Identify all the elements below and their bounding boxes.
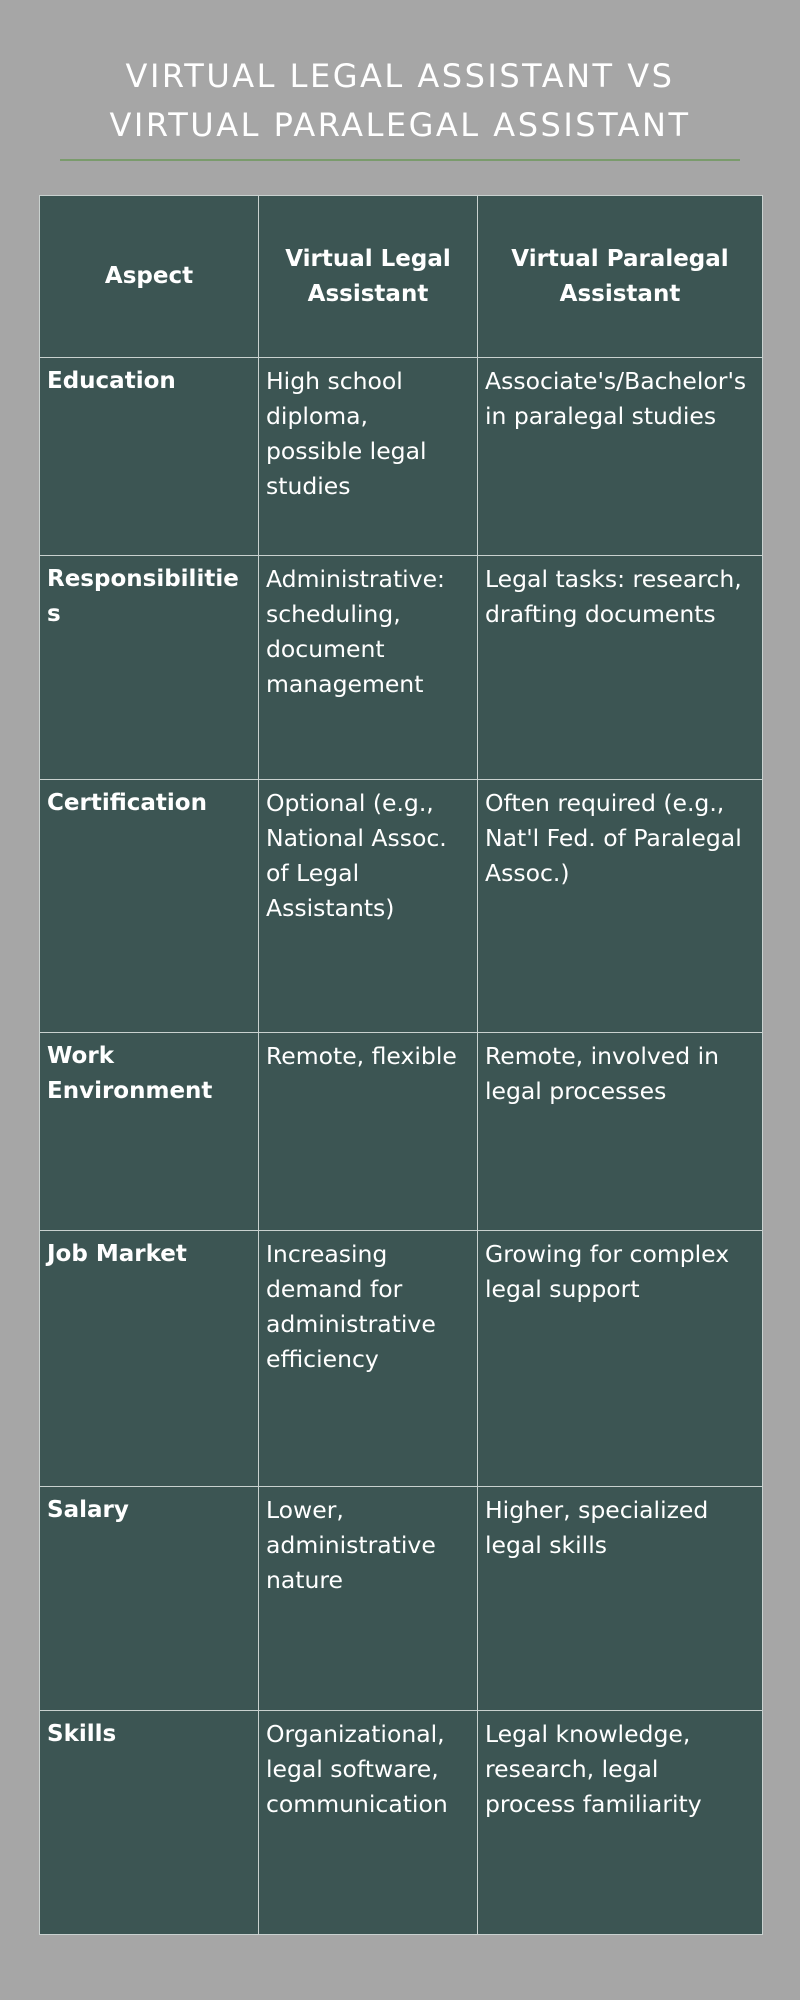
row-paralegal-cell: Legal knowledge, research, legal process familiarity	[478, 1711, 763, 1935]
table-row	[40, 556, 763, 780]
row-aspect-cell: Skills	[40, 1711, 259, 1935]
table-row	[40, 1487, 763, 1711]
row-legal-cell: Increasing demand for administrative efficiency	[259, 1231, 478, 1487]
row-aspect-cell: Job Market	[40, 1231, 259, 1487]
title-line-2: VIRTUAL PARALEGAL ASSISTANT	[109, 106, 691, 144]
header-aspect: Aspect	[40, 196, 259, 358]
row-aspect-cell: Responsibilities	[40, 556, 259, 780]
row-legal-cell: Lower, administrative nature	[259, 1487, 478, 1711]
title-divider	[60, 159, 740, 161]
row-legal-cell: Optional (e.g., National Assoc. of Legal Assistants)	[259, 780, 478, 1033]
row-paralegal-cell: Higher, specialized legal skills	[478, 1487, 763, 1711]
row-paralegal-cell: Growing for complex legal support	[478, 1231, 763, 1487]
row-paralegal-cell: Remote, involved in legal processes	[478, 1033, 763, 1231]
page-title	[0, 52, 800, 150]
table-header-row	[40, 196, 763, 358]
row-legal-cell: High school diploma, possible legal studies	[259, 358, 478, 556]
row-aspect-cell: Education	[40, 358, 259, 556]
row-aspect-cell: Salary	[40, 1487, 259, 1711]
table-row	[40, 1231, 763, 1487]
table-row	[40, 358, 763, 556]
row-paralegal-cell: Legal tasks: research, drafting documents	[478, 556, 763, 780]
row-legal-cell: Administrative: scheduling, document management	[259, 556, 478, 780]
row-legal-cell: Organizational, legal software, communication	[259, 1711, 478, 1935]
table-row	[40, 1711, 763, 1935]
comparison-table	[39, 195, 763, 1935]
table-row	[40, 780, 763, 1033]
row-paralegal-cell: Associate's/Bachelor's in paralegal studies	[478, 358, 763, 556]
row-aspect-cell: Certification	[40, 780, 259, 1033]
table-row	[40, 1033, 763, 1231]
row-aspect-cell: Work Environment	[40, 1033, 259, 1231]
row-paralegal-cell: Often required (e.g., Nat'l Fed. of Paralegal Assoc.)	[478, 780, 763, 1033]
row-legal-cell: Remote, flexible	[259, 1033, 478, 1231]
header-virtual-legal-assistant: Virtual Legal Assistant	[259, 196, 478, 358]
title-line-1: VIRTUAL LEGAL ASSISTANT VS	[125, 57, 675, 95]
header-virtual-paralegal-assistant: Virtual Paralegal Assistant	[478, 196, 763, 358]
